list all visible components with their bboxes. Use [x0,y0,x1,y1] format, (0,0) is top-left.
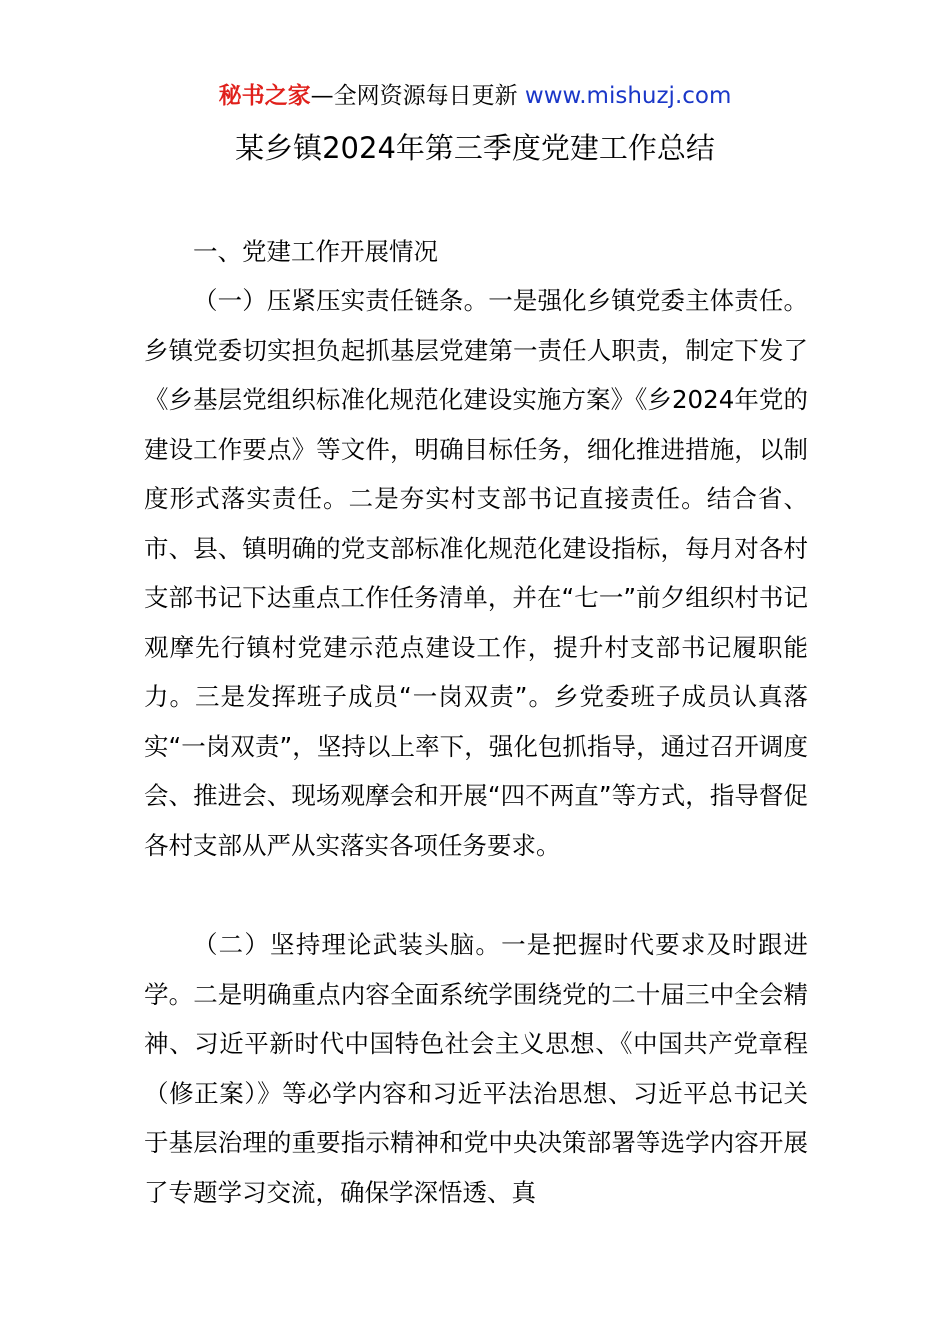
document-title: 某乡镇2024年第三季度党建工作总结 [235,131,715,165]
paragraph-container-2 [144,920,808,1217]
site-header [0,80,950,112]
site-brand: 秘书之家 [218,83,311,109]
site-tagline: —全网资源每日更新 [310,83,525,109]
body-paragraph: （一）压紧压实责任链条。一是强化乡镇党委主体责任。乡镇党委切实担负起抓基层党建第一责任人职责，制定下发了《乡基层党组织标准化规范化建设实施方案》《乡2024年党的建设工作要点》等文件，明确目标任务，细化推进措施，以制度形式落实责任。二是夯实村支部书记直接责任。结合省、市、县、镇明确的党支部标准化规范化建设指标，每月对各村支部书记下达重点工作任务清单，并在“七一”前夕组织村书记观摩先行镇村党建示范点建设工作，提升村支部书记履职能力。三是发挥班子成员“一岗双责”。乡党委班子成员认真落实“一岗双责”，坚持以上率下，强化包抓指导，通过召开调度会、推进会、现场观摩会和开展“四不两直”等方式，指导督促各村支部从严从实落实各项任务要求。 [144,286,808,860]
site-url-link[interactable]: www.mishuzj.com [524,83,732,109]
body-paragraph: （二）坚持理论武装头脑。一是把握时代要求及时跟进学。二是明确重点内容全面系统学围绕党的二十届三中全会精神、习近平新时代中国特色社会主义思想、《中国共产党章程（修正案）》等必学内容和习近平法治思想、习近平总书记关于基层治理的重要指示精神和党中央决策部署等选学内容开展了专题学习交流，确保学深悟透、真 [144,930,808,1207]
paragraph-container-1 [144,276,808,870]
section-heading-1: 一、党建工作开展情况 [193,237,438,266]
